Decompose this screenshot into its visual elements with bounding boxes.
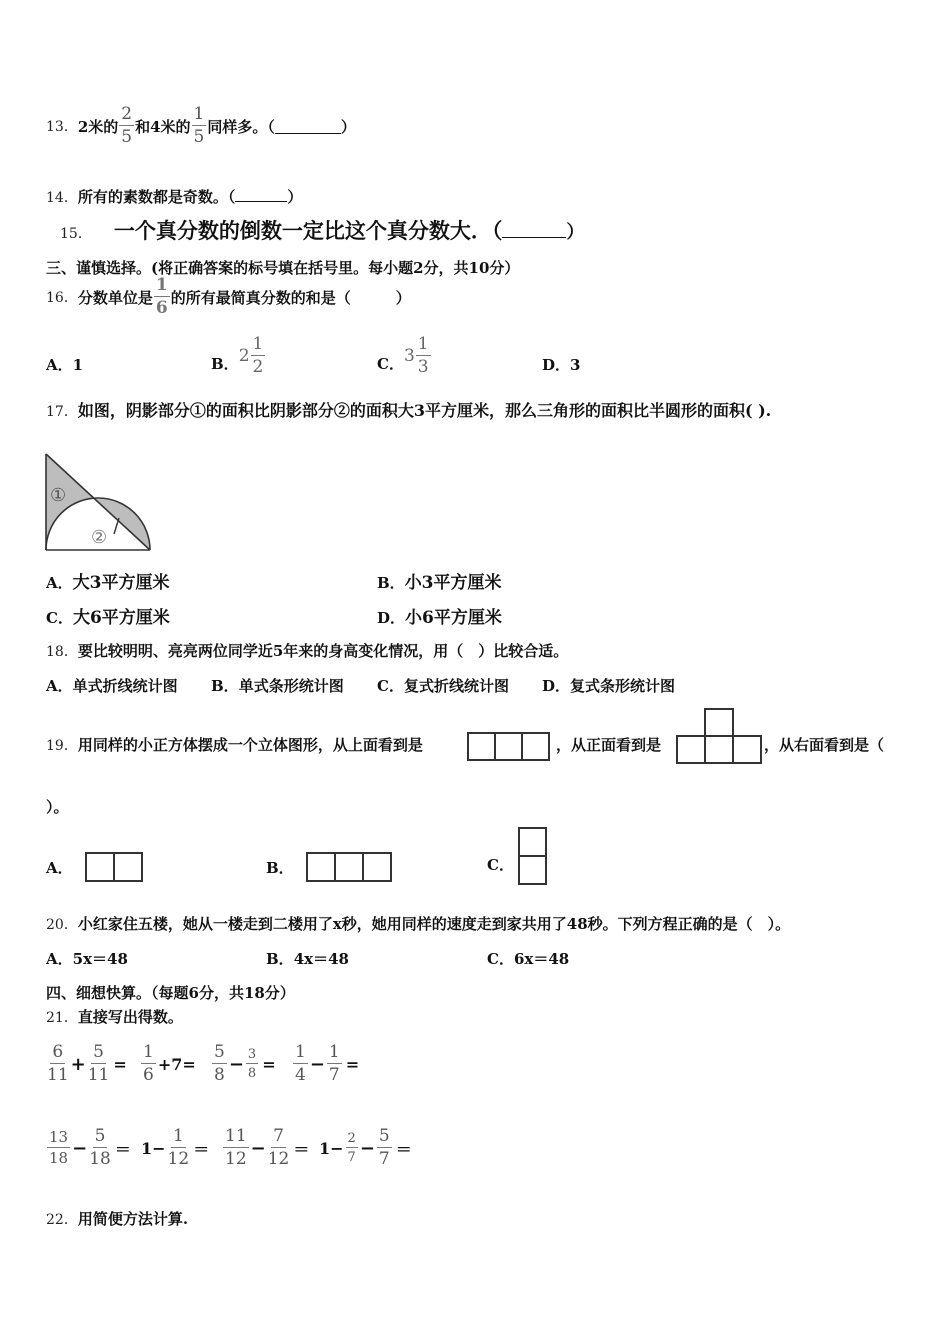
cube-square (306, 852, 336, 882)
question-number: 17． (46, 404, 78, 420)
question-13 (46, 103, 356, 149)
option-b[interactable]: B．4x＝48 (266, 950, 349, 968)
question-text: ） (287, 188, 303, 206)
option-b[interactable]: B．单式条形统计图 (211, 677, 344, 695)
question-number: 13． (46, 119, 78, 135)
answer-blank[interactable] (502, 219, 566, 238)
front-view-shape (676, 708, 762, 765)
option-c[interactable]: C．大6平方厘米 (46, 608, 170, 628)
question-text: 如图，阴影部分①的面积比阴影部分②的面积大3平方厘米，那么三角形的面积比半圆形的面积( ). (77, 401, 772, 420)
expression-3: $\frac{5}{8}$ − $\frac{3}{8}$ = (214, 1042, 276, 1085)
cube-square (676, 735, 706, 764)
question-number: 15． (60, 226, 92, 242)
option-a[interactable]: A． (46, 852, 143, 882)
question-22 (46, 1208, 188, 1229)
two-square-shape (85, 852, 143, 882)
question-text: 的所有最简真分数的和是（ ） (170, 288, 411, 307)
triangle-semicircle-figure (44, 452, 154, 554)
question-18 (46, 640, 568, 661)
top-view-shape (467, 732, 550, 761)
question-text: 用同样的小正方体摆成一个立体图形，从上面看到是 (77, 736, 423, 754)
cube-square (362, 852, 392, 882)
question-text: ）。 (46, 798, 69, 816)
stacked-square-shape (518, 827, 547, 885)
cube-square (704, 708, 734, 737)
option-d[interactable]: D．复式条形统计图 (542, 677, 676, 695)
question-number: 21． (46, 1010, 78, 1026)
option-c[interactable]: C． (487, 856, 514, 874)
expression-4: $\frac{1}{4}$ − $\frac{1}{7}$ = (295, 1042, 360, 1085)
question-text: 分数单位是 (77, 288, 153, 307)
fraction: $\frac{1}{2}$ (252, 334, 264, 377)
question-text: ） (566, 222, 585, 243)
fraction: $\frac{1}{6}$ (155, 275, 168, 318)
section-title: 三、谨慎选择。(将正确答案的标号填在括号里。每小题2分，共10分） (46, 259, 520, 277)
three-square-shape (306, 852, 392, 882)
question-text: 同样多。（ (207, 117, 275, 136)
option-a[interactable]: A．1 (46, 356, 84, 374)
cube-square (732, 735, 762, 764)
question-number: 19． (46, 738, 78, 754)
cube-square (334, 852, 364, 882)
option-a[interactable]: A．5x＝48 (46, 950, 128, 968)
question-14 (46, 186, 302, 207)
question-15 (60, 215, 584, 245)
cube-square (521, 732, 550, 761)
option-c[interactable]: C．6x＝48 (487, 950, 570, 968)
expression-5: $\frac{13}{18}$ − $\frac{5}{18}$ ＝ (49, 1126, 131, 1169)
question-text: 用简便方法计算. (77, 1210, 189, 1228)
question-19 (46, 734, 423, 755)
cube-square (494, 732, 523, 761)
option-b[interactable]: B． (266, 852, 392, 882)
question-text: 小红家住五楼，她从一楼走到二楼用了x秒，她用同样的速度走到家共用了48秒。下列方程正确的是（ ）。 (77, 915, 791, 933)
cube-square (704, 735, 734, 764)
fraction: $\frac{2}{5}$ (121, 104, 133, 147)
cube-square (85, 852, 115, 882)
question-text: ，从正面看到是 (556, 736, 662, 754)
question-text: ） (340, 117, 356, 136)
expression-2: $\frac{1}{6}$ +7= (143, 1042, 196, 1085)
answer-blank[interactable] (235, 187, 287, 202)
answer-blank[interactable] (275, 119, 341, 134)
option-d[interactable]: D．3 (542, 356, 581, 374)
question-text: 一个真分数的倒数一定比这个真分数大．（ (113, 218, 503, 243)
option-d[interactable]: D．小6平方厘米 (377, 608, 502, 628)
question-number: 18． (46, 644, 78, 660)
option-c[interactable]: C．复式折线统计图 (377, 677, 509, 695)
fraction: $\frac{1}{3}$ (417, 334, 429, 377)
expression-8: 1− $\frac{2}{7}$ − $\frac{5}{7}$ ＝ (319, 1126, 412, 1169)
label-2: ② (91, 527, 108, 548)
question-21 (46, 1006, 183, 1027)
question-16 (46, 276, 411, 318)
expression-7: $\frac{11}{12}$ − $\frac{7}{12}$ ＝ (225, 1126, 310, 1169)
cube-square (467, 732, 496, 761)
option-b[interactable]: B．小3平方厘米 (377, 573, 502, 593)
question-text: 和4米的 (135, 117, 191, 136)
question-number: 22． (46, 1212, 78, 1228)
question-text: 要比较明明、亮亮两位同学近5年来的身高变化情况，用（ ）比较合适。 (77, 642, 569, 660)
expression-6: 1− $\frac{1}{12}$ ＝ (141, 1126, 210, 1169)
label-1: ① (50, 485, 67, 506)
pointer-line (114, 518, 119, 534)
question-text: 直接写出得数。 (77, 1008, 183, 1026)
question-text: 2米的 (77, 117, 119, 136)
option-a[interactable]: A．单式折线统计图 (46, 677, 178, 695)
option-c[interactable]: C． 3 $\frac{1}{3}$ (377, 334, 429, 377)
option-b[interactable]: B． 2 $\frac{1}{2}$ (211, 334, 264, 377)
expression-1: $\frac{6}{11}$ + $\frac{5}{11}$ = (47, 1042, 127, 1085)
question-text: ，从右面看到是（ (764, 736, 885, 754)
question-20 (46, 913, 790, 934)
section-title: 四、细想快算。（每题6分，共18分） (46, 984, 295, 1002)
question-17 (46, 398, 771, 421)
cube-square (113, 852, 143, 882)
cube-square (518, 827, 547, 857)
cube-square (518, 855, 547, 885)
question-number: 14． (46, 190, 78, 206)
question-number: 16． (46, 290, 78, 306)
question-text: 所有的素数都是奇数。（ (77, 188, 236, 206)
question-number: 20． (46, 917, 78, 933)
option-a[interactable]: A．大3平方厘米 (46, 573, 170, 593)
fraction: $\frac{1}{5}$ (193, 104, 205, 147)
